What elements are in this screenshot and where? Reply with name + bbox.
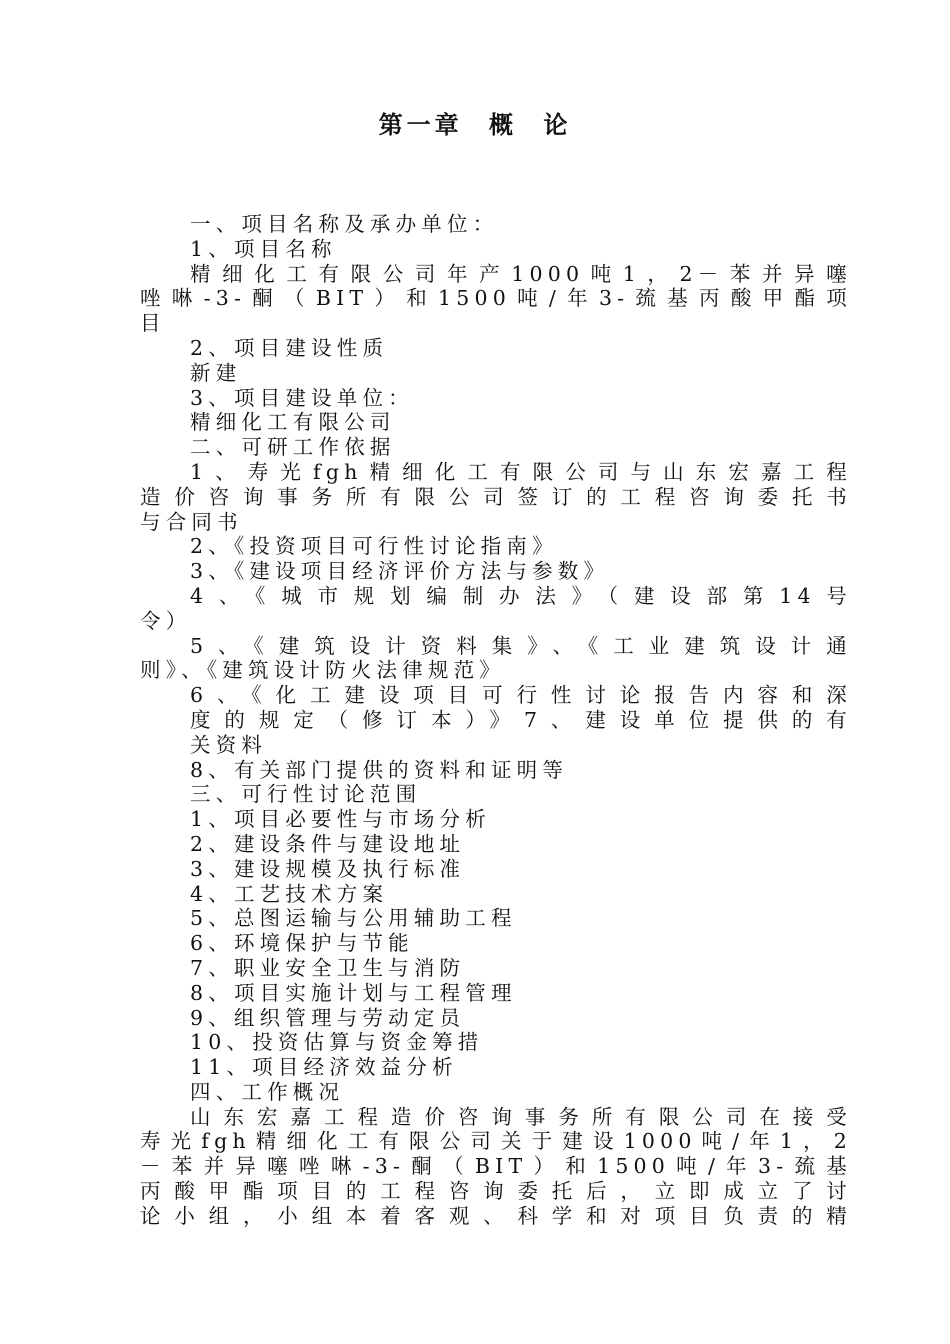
text-line: 11、项目经济效益分析 (190, 1055, 458, 1080)
text-line: 四、工作概况 (190, 1079, 345, 1104)
text-line: 10、投资估算与资金筹措 (190, 1030, 484, 1055)
text-line: 一、项目名称及承办单位： (190, 212, 499, 236)
text-line: 与合同书 (140, 509, 243, 534)
body-text (140, 212, 852, 1229)
text-line: 寿光fgh精细化工有限公司关于建设1000吨/年1，2 (140, 1129, 852, 1154)
text-line: 1、项目名称 (190, 236, 337, 261)
text-line: 精细化工有限公司年产1000吨1，2－苯并异噻 (190, 261, 852, 286)
text-line: 8、有关部门提供的资料和证明等 (190, 757, 569, 782)
text-line: 山东宏嘉工程造价咨询事务所有限公司在接受 (190, 1104, 852, 1129)
text-line: 目 (140, 311, 166, 336)
text-line: 2、项目建设性质 (190, 335, 389, 360)
text-line: 令） (140, 608, 192, 633)
text-line: 5、《建筑设计资料集》、《工业建筑设计通 (190, 633, 852, 658)
text-line: 4、《城市规划编制办法》（建设部第14号 (190, 583, 852, 608)
text-line: 3、项目建设单位： (190, 385, 414, 410)
text-line: －苯并异噻唑啉-3-酮（BIT）和1500吨/年3-巯基 (140, 1154, 852, 1179)
text-line: 2、《投资项目可行性讨论指南》 (190, 534, 558, 559)
text-line: 2、建设条件与建设地址 (190, 831, 466, 856)
text-line: 9、组织管理与劳动定员 (190, 1005, 466, 1030)
text-line: 1、项目必要性与市场分析 (190, 807, 491, 832)
text-line: 8、项目实施计划与工程管理 (190, 980, 517, 1005)
text-line: 丙酸甲酯项目的工程咨询委托后，立即成立了讨 (140, 1179, 852, 1204)
text-line: 1、寿光fgh精细化工有限公司与山东宏嘉工程 (190, 459, 852, 484)
chapter-title: 第一章 概 论 (378, 111, 572, 139)
text-line: 度的规定（修订本）》7、建设单位提供的有 (190, 707, 852, 732)
text-line: 论小组，小组本着客观、科学和对项目负责的精 (140, 1203, 852, 1228)
text-line: 3、《建设项目经济评价方法与参数》 (190, 559, 610, 584)
text-line: 3、建设规模及执行标准 (190, 856, 466, 881)
text-line: 精细化工有限公司 (190, 410, 396, 435)
text-line: 新建 (190, 360, 242, 385)
text-line: 关资料 (190, 732, 268, 757)
text-line: 4、工艺技术方案 (190, 881, 389, 906)
text-line: 6、环境保护与节能 (190, 931, 414, 956)
text-line: 唑啉-3-酮（BIT）和1500吨/年3-巯基丙酸甲酯项 (140, 286, 852, 311)
text-line: 6、《化工建设项目可行性讨论报告内容和深 (190, 683, 852, 708)
text-line: 二、可研工作依据 (190, 435, 396, 460)
text-line: 三、可行性讨论范围 (190, 782, 422, 807)
text-line: 5、总图运输与公用辅助工程 (190, 906, 517, 931)
text-line: 则》、《建筑设计防火法律规范》 (140, 658, 505, 683)
text-line: 造价咨询事务所有限公司签订的工程咨询委托书 (140, 484, 852, 509)
text-line: 7、职业安全卫生与消防 (190, 955, 466, 980)
